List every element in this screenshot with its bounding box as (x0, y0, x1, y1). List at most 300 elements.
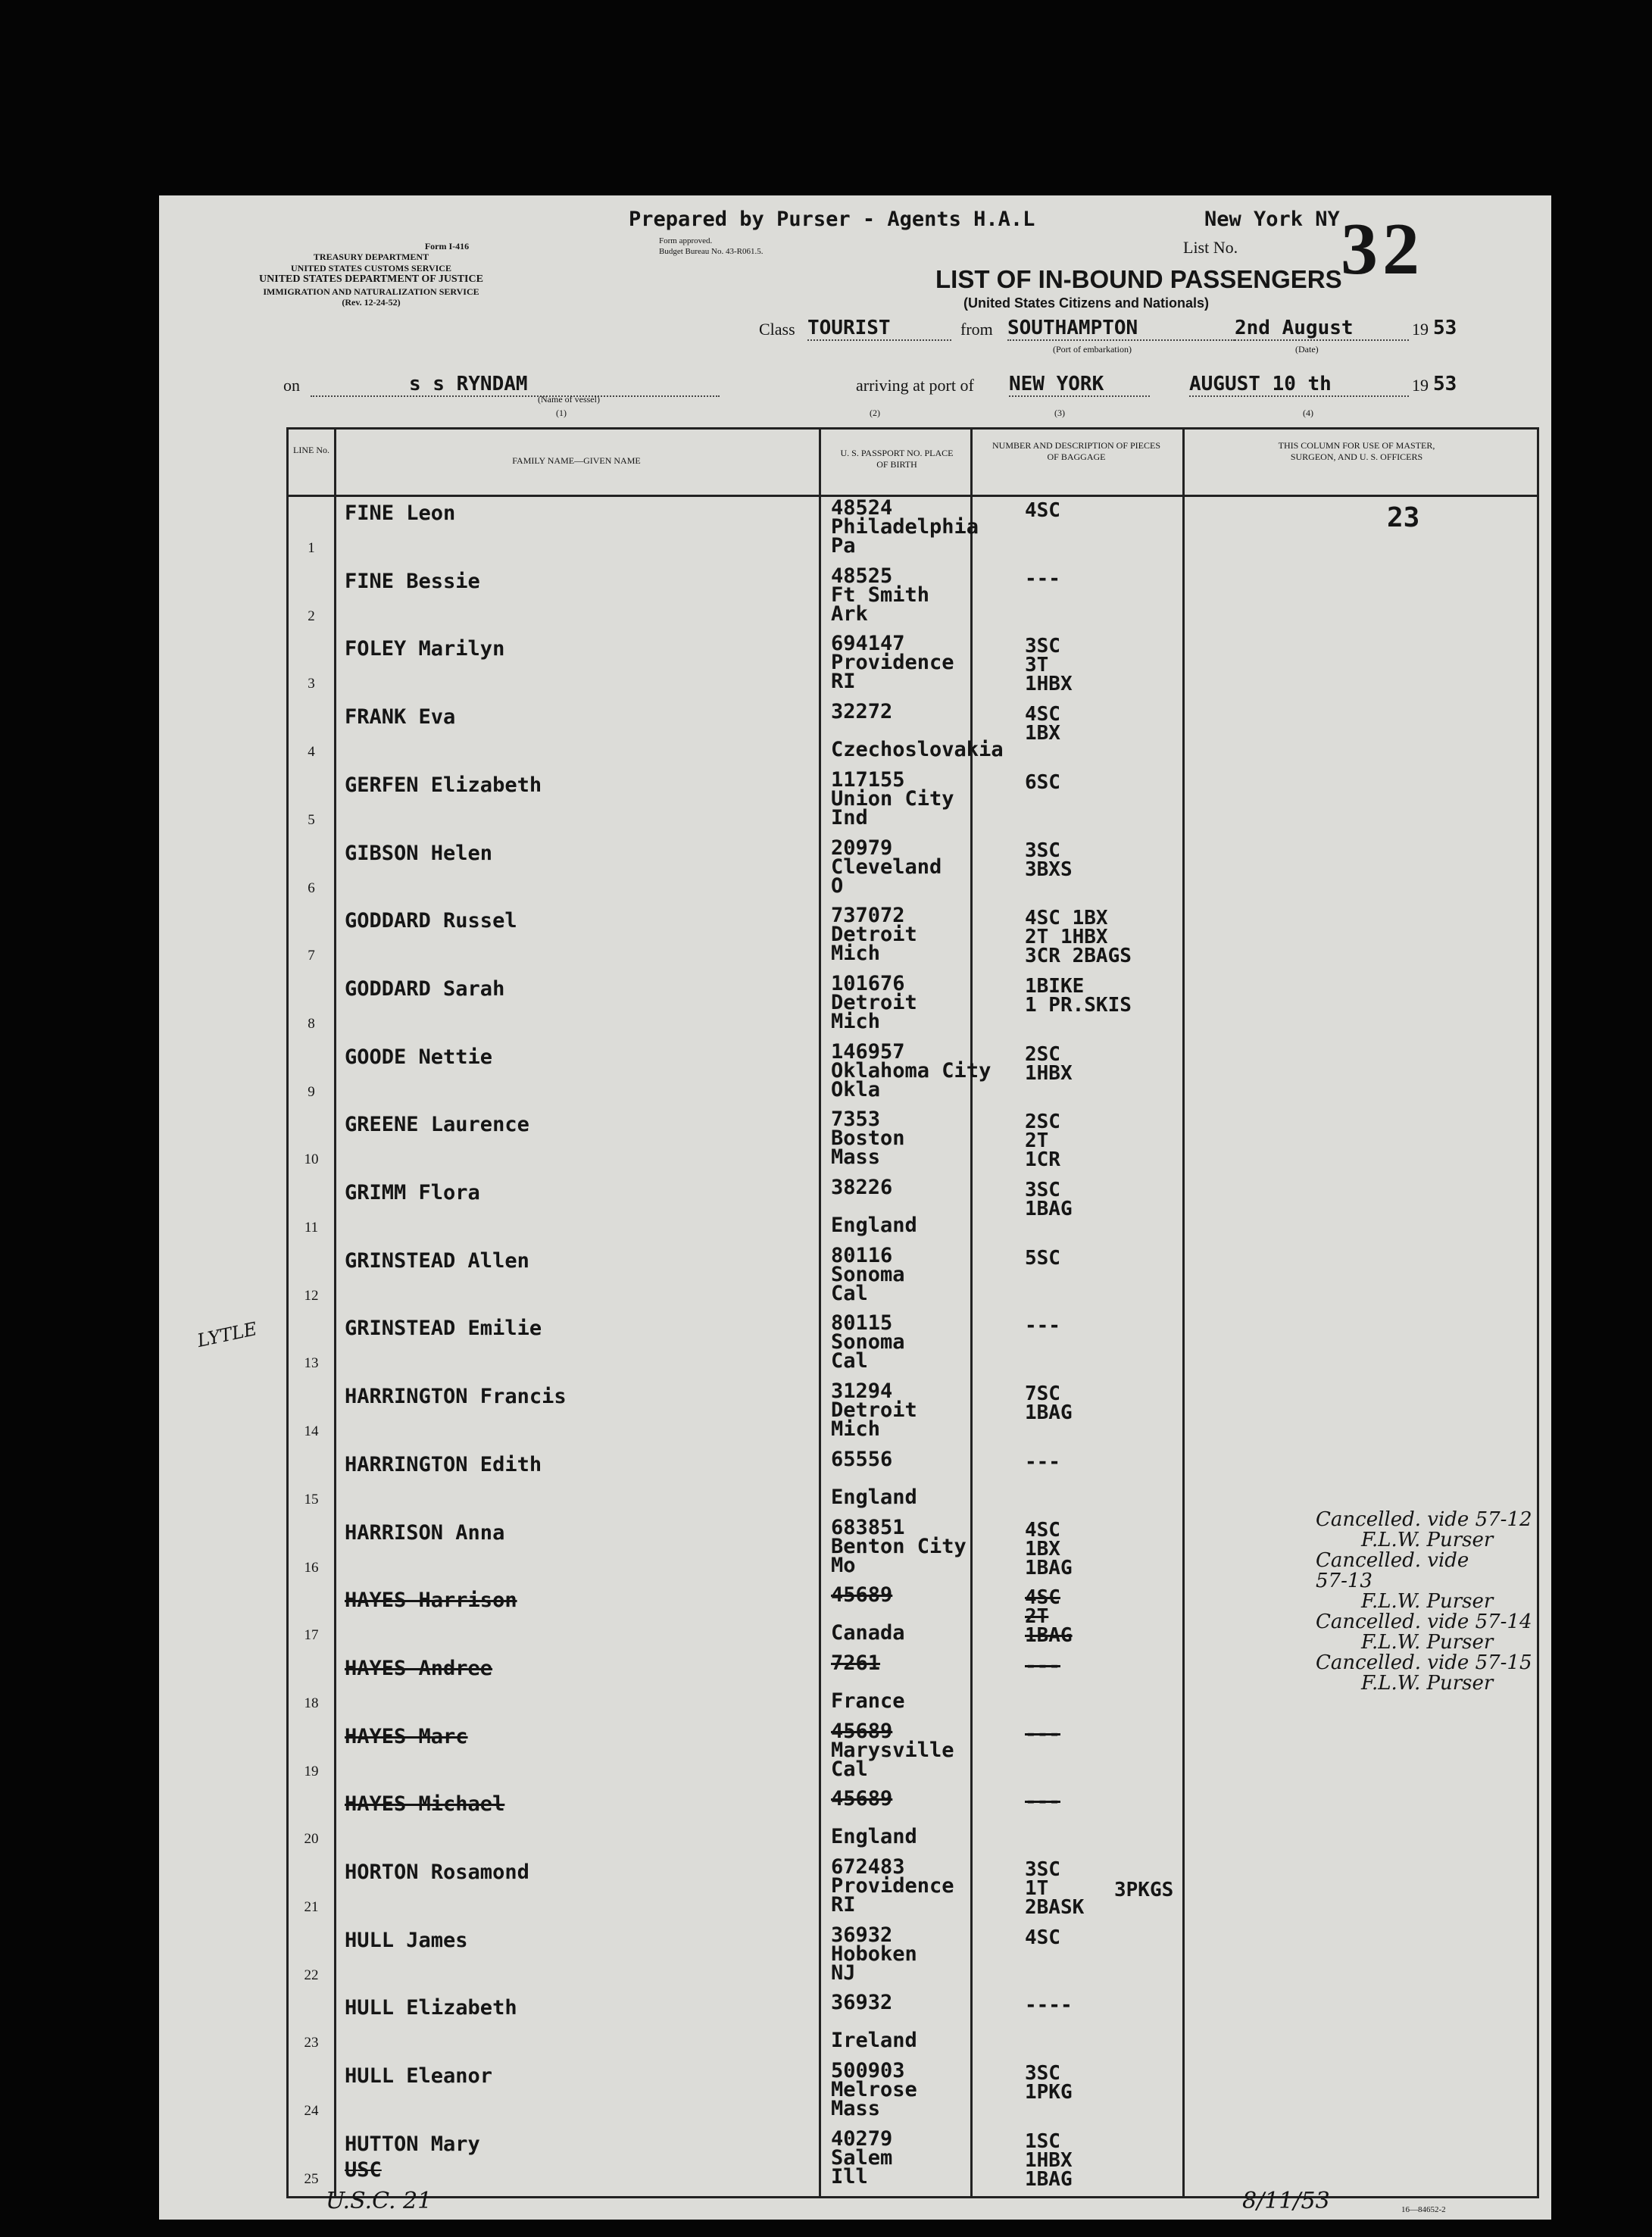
baggage-line: 3SC (1025, 1179, 1060, 1201)
baggage (1025, 1314, 1060, 1373)
baggage (1025, 974, 1132, 1034)
table-row (289, 1245, 1537, 1311)
baggage (1025, 770, 1060, 830)
passenger-name: FRANK Eva (345, 705, 456, 730)
passenger-name: FINE Leon (345, 501, 456, 525)
line-number: 21 (304, 1899, 319, 1915)
approval-line: Form approved. (659, 236, 713, 245)
passport-birthplace (831, 1787, 1013, 1849)
form-identification (159, 241, 583, 308)
birth-region: Ireland (831, 2029, 917, 2053)
baggage-col-num: (3) (1054, 408, 1065, 418)
passport-number: 7353 (831, 1108, 881, 1132)
birth-city: Boston (831, 1126, 905, 1151)
baggage-line: 1BIKE (1025, 974, 1085, 998)
line-number: 3 (308, 676, 315, 692)
birth-region: England (831, 1214, 917, 1237)
passport-birthplace (831, 496, 1013, 558)
justice-dept: UNITED STATES DEPARTMENT OF JUSTICE (259, 273, 483, 286)
passport-number: 683851 (831, 1515, 905, 1539)
birth-region: Canada (831, 1621, 905, 1645)
officers-col-num: (4) (1303, 408, 1313, 418)
baggage-line: 3CR 2BAGS (1025, 945, 1132, 968)
passenger-name-note: USC (345, 2157, 382, 2182)
baggage-line: --- (1025, 1654, 1060, 1677)
birth-city: Detroit (831, 990, 917, 1014)
birth-region: NJ (831, 1960, 856, 1985)
passport-number: 45689 (831, 1583, 893, 1607)
passenger-name: FINE Bessie (345, 569, 480, 593)
baggage-line: 1BAG (1025, 2167, 1073, 2191)
baggage-line (1025, 1472, 1060, 1491)
baggage-line: --- (1025, 1450, 1060, 1473)
baggage-line: 4SC (1025, 1518, 1060, 1542)
baggage-line: 6SC (1025, 770, 1060, 794)
table-row (289, 1108, 1537, 1174)
passenger-name: GRINSTEAD Allen (345, 1248, 529, 1273)
baggage-line: 2SC (1025, 1042, 1060, 1066)
line-number: 17 (304, 1627, 319, 1644)
baggage-line: 4SC (1025, 1926, 1060, 1949)
passenger-name: HULL James (345, 1928, 468, 1952)
baggage-line: 3SC (1025, 2062, 1060, 2085)
col-header-baggage: NUMBER AND DESCRIPTION OF PIECES OF BAGGAGE (992, 440, 1161, 462)
passenger-name: HAYES Andree (345, 1656, 493, 1680)
passport-number: 48524 (831, 496, 893, 520)
baggage-line (1025, 1287, 1060, 1306)
baggage-line (1025, 1811, 1060, 1830)
line-number: 25 (304, 2170, 319, 2187)
line-number: 2 (308, 608, 315, 624)
line-number: 14 (304, 1423, 319, 1440)
vessel-name: s s RYNDAM (311, 373, 720, 397)
baggage (1025, 1654, 1060, 1714)
table-row (289, 497, 1537, 563)
baggage-line (1025, 1268, 1060, 1287)
birth-city: Detroit (831, 923, 917, 947)
passenger-name: GOODE Nettie (345, 1045, 493, 1069)
birth-city: Marysville (831, 1738, 954, 1762)
purser-signature: F.L.W. Purser (1361, 1529, 1494, 1551)
passport-birthplace (831, 564, 1013, 626)
passport-number: 80115 (831, 1311, 893, 1336)
passport-col-num: (2) (870, 408, 880, 418)
passport-birthplace (831, 1243, 1013, 1305)
birth-city: Detroit (831, 1398, 917, 1423)
table-row (289, 1176, 1537, 1242)
passenger-name: HARRISON Anna (345, 1520, 505, 1545)
passport-number: 20979 (831, 836, 893, 860)
note-line: 57-13 (1316, 1570, 1373, 1592)
baggage-line: 1T (1025, 1877, 1049, 1900)
baggage (1025, 567, 1060, 626)
baggage (1025, 1792, 1060, 1849)
baggage-line: 1BX (1025, 1537, 1060, 1561)
col-header-name: FAMILY NAME—GIVEN NAME (512, 455, 641, 466)
baggage-line: 2T (1025, 1129, 1049, 1153)
baggage (1025, 2064, 1073, 2121)
note-line: Cancelled. vide 57-15 (1316, 1651, 1532, 1674)
passport-number: 31294 (831, 1379, 893, 1404)
ins-service: IMMIGRATION AND NATURALIZATION SERVICE (263, 286, 479, 297)
baggage-line (1025, 1423, 1073, 1442)
passport-birthplace (831, 2126, 1013, 2189)
baggage (1025, 1586, 1073, 1648)
birth-city: Hoboken (831, 1942, 917, 1966)
line-number: 10 (304, 1151, 319, 1168)
bottom-date: 8/11/53 (1242, 2188, 1330, 2214)
baggage (1025, 1518, 1073, 1579)
passport-number: 36932 (831, 1923, 893, 1947)
birth-region: O (831, 873, 844, 898)
passenger-name: GRIMM Flora (345, 1181, 480, 1204)
birth-city: Philadelphia (831, 515, 979, 539)
table-row (289, 1312, 1537, 1378)
table-row (289, 1380, 1537, 1446)
line-number: 20 (304, 1831, 319, 1848)
passenger-name: GODDARD Russel (345, 909, 517, 933)
line-number: 4 (308, 744, 315, 761)
officer-count: 23 (1387, 502, 1420, 533)
baggage (1025, 501, 1060, 558)
baggage-line (1025, 589, 1060, 608)
baggage (1025, 1450, 1060, 1510)
baggage-line (1025, 1015, 1132, 1034)
line-number: 15 (304, 1491, 319, 1507)
line-number: 6 (308, 879, 315, 896)
birth-region: France (831, 1689, 905, 1713)
baggage (1025, 1385, 1073, 1442)
birth-region: Pa (831, 534, 856, 558)
purser-signature: F.L.W. Purser (1361, 1590, 1494, 1613)
passport-number: 694147 (831, 632, 905, 656)
baggage (1025, 1926, 1060, 1985)
passport-birthplace (831, 1583, 1013, 1645)
table-row (289, 565, 1537, 631)
line-number: 18 (304, 1695, 319, 1711)
baggage-line: 1BAG (1025, 1401, 1073, 1425)
arrival-date: AUGUST 10 th (1189, 373, 1409, 397)
from-value: SOUTHAMPTON (1007, 317, 1235, 341)
passport-birthplace (831, 767, 1013, 830)
line-number: 5 (308, 811, 315, 828)
passport-number: 45689 (831, 1787, 893, 1811)
class-value: TOURIST (807, 317, 951, 341)
passport-birthplace (831, 836, 1013, 898)
baggage-line: 2BASK (1025, 1896, 1085, 1919)
passenger-name: HARRINGTON Francis (345, 1385, 567, 1409)
baggage-line (1025, 1967, 1060, 1985)
footer-form-number: 16—84652-2 (1401, 2205, 1446, 2214)
line-number: 24 (304, 2103, 319, 2120)
table-row (289, 633, 1537, 698)
baggage (1025, 909, 1132, 966)
table-row (289, 1856, 1537, 1922)
page-title: LIST OF IN-BOUND PASSENGERS (935, 265, 1342, 293)
baggage-line: 2T 1HBX (1025, 926, 1108, 949)
passport-birthplace (831, 1311, 1013, 1373)
budget-approval (659, 236, 763, 258)
birth-region: England (831, 1825, 917, 1849)
passport-birthplace (831, 700, 1013, 762)
baggage-line: 1SC (1025, 2129, 1060, 2153)
baggage-line (1025, 2034, 1073, 2053)
baggage-line (1025, 1695, 1060, 1714)
table-row (289, 2128, 1537, 2194)
line-number: 23 (304, 2035, 319, 2051)
baggage-line: --- (1025, 1314, 1060, 1338)
port-embark-caption: (Port of embarkation) (1053, 344, 1132, 355)
baggage-line (1025, 1354, 1060, 1373)
passenger-name: HULL Elizabeth (345, 1996, 517, 2020)
passport-number: 101676 (831, 971, 905, 995)
note-line: Cancelled. vide 57-14 (1316, 1611, 1532, 1633)
baggage (1025, 1996, 1073, 2053)
baggage-line (1025, 2102, 1073, 2121)
passport-birthplace (831, 904, 1013, 966)
baggage-line: 3BXS (1025, 858, 1073, 881)
prepared-by: Prepared by Purser - Agents H.A.L (629, 208, 1035, 231)
baggage-line: 1HBX (1025, 673, 1073, 696)
on-label: on (283, 376, 300, 395)
table-row (289, 769, 1537, 835)
birth-region: Mich (831, 1417, 881, 1442)
baggage-line (1025, 1083, 1073, 1102)
baggage-line: 4SC (1025, 1586, 1060, 1610)
baggage (1025, 705, 1060, 762)
arriving-label: arriving at port of (856, 376, 974, 395)
birth-region: Ind (831, 805, 868, 830)
passport-number: 40279 (831, 2126, 893, 2151)
birth-region: Ill (831, 2164, 868, 2189)
year-prefix: 19 (1412, 320, 1429, 339)
birth-region: Mo (831, 1553, 856, 1577)
passport-birthplace (831, 1515, 1013, 1577)
baggage-line (1025, 879, 1073, 898)
bottom-handwriting: U.S.C. 21 (326, 2188, 433, 2214)
baggage-line (1025, 1676, 1060, 1695)
list-number-label: List No. (1183, 238, 1238, 257)
port-top: New York NY (1204, 208, 1340, 231)
birth-region: Cal (831, 1349, 868, 1373)
line-number: 16 (304, 1559, 319, 1576)
baggage-line: 1HBX (1025, 1061, 1073, 1085)
col-header-line: LINE No. (293, 445, 329, 455)
line-number: 12 (304, 1287, 319, 1304)
customs-service: UNITED STATES CUSTOMS SERVICE (291, 262, 451, 273)
baggage-line: 1PKG (1025, 2081, 1073, 2104)
baggage-line: 3T (1025, 654, 1049, 677)
baggage-line: --- (1025, 1790, 1060, 1814)
class-label: Class (759, 320, 795, 339)
line-number: 8 (308, 1015, 315, 1032)
baggage-line (1025, 1763, 1060, 1782)
table-row (289, 2060, 1537, 2126)
passport-number: 146957 (831, 1039, 905, 1064)
form-revision: (Rev. 12-24-52) (342, 297, 401, 308)
passenger-name: FOLEY Marilyn (345, 637, 505, 661)
passenger-name: GREENE Laurence (345, 1113, 529, 1137)
form-number: Form I-416 (424, 241, 470, 252)
birth-region: Ark (831, 601, 868, 626)
table-row (289, 837, 1537, 903)
line-number: 1 (308, 540, 315, 556)
line-number: 9 (308, 1083, 315, 1100)
baggage-line (1025, 539, 1060, 558)
approval-line: Budget Bureau No. 43-R061.5. (659, 246, 764, 256)
passenger-name: HAYES Michael (345, 1792, 505, 1817)
line-number: 11 (304, 1220, 319, 1236)
arrival-year-prefix: 19 (1412, 376, 1429, 395)
baggage-line: --- (1025, 567, 1060, 590)
baggage-line: 7SC (1025, 1383, 1060, 1406)
passenger-name: GERFEN Elizabeth (345, 773, 542, 797)
passenger-manifest-page (159, 195, 1551, 2220)
baggage-line (1025, 1744, 1060, 1763)
birth-city: Ft Smith (831, 583, 930, 607)
baggage-line (1025, 1219, 1073, 1238)
passenger-name: HULL Eleanor (345, 2064, 493, 2089)
line-number: 13 (304, 1355, 319, 1372)
baggage-line (1025, 1336, 1060, 1354)
note-line: Cancelled. vide 57-12 (1316, 1508, 1532, 1531)
passenger-name: GRINSTEAD Emilie (345, 1317, 542, 1341)
birth-city: Providence (831, 651, 954, 675)
line-number: 22 (304, 1967, 319, 1983)
table-row (289, 1720, 1537, 1786)
table-row (289, 1924, 1537, 1990)
passport-number: 7261 (831, 1651, 881, 1675)
baggage (1025, 1181, 1073, 1238)
baggage-line: 1BAG (1025, 1198, 1073, 1220)
table-row (289, 1788, 1537, 1854)
page-subtitle: (United States Citizens and Nationals) (963, 295, 1210, 311)
birth-city: Salem (831, 2145, 893, 2170)
table-row (289, 1448, 1537, 1514)
baggage-line (1025, 520, 1060, 539)
baggage-line: 1 PR.SKIS (1025, 993, 1132, 1017)
birth-region: Okla (831, 1077, 881, 1101)
birth-city: Melrose (831, 2078, 917, 2102)
passport-number: 80116 (831, 1243, 893, 1267)
arrival-port: NEW YORK (1009, 373, 1150, 397)
baggage-line (1025, 2015, 1073, 2034)
passport-birthplace (831, 1855, 1013, 1917)
passport-number: 117155 (831, 767, 905, 792)
passport-number: 38226 (831, 1176, 893, 1199)
col-header-officers: THIS COLUMN FOR USE OF MASTER, SURGEON, AND U. S. OFFICERS (1278, 440, 1435, 462)
passport-birthplace (831, 971, 1013, 1033)
baggage-line: 1BAG (1025, 1556, 1073, 1579)
table-row (289, 904, 1537, 970)
list-number: 32 (1341, 208, 1424, 290)
passenger-name: GIBSON Helen (345, 841, 493, 865)
arrival-year: 53 (1433, 373, 1457, 395)
baggage-line (1025, 811, 1060, 830)
purser-signature: F.L.W. Purser (1361, 1672, 1494, 1695)
passport-birthplace (831, 2059, 1013, 2121)
baggage (1025, 839, 1073, 898)
passport-number: 737072 (831, 904, 905, 928)
passport-birthplace (831, 1379, 1013, 1442)
baggage (1025, 1722, 1060, 1782)
birth-region: Cal (831, 1281, 868, 1305)
birth-region: RI (831, 670, 856, 694)
baggage-line: 1HBX (1025, 2148, 1073, 2172)
baggage-line (1025, 743, 1060, 762)
baggage-line: 4SC (1025, 499, 1060, 522)
line-number: 19 (304, 1763, 319, 1779)
passport-birthplace (831, 1991, 1013, 2053)
baggage-line: 3SC (1025, 635, 1060, 658)
passport-number: 32272 (831, 700, 893, 724)
baggage-line: 3SC (1025, 839, 1060, 862)
birth-city: Union City (831, 786, 954, 811)
baggage-line: 1BX (1025, 722, 1060, 745)
purser-signature: F.L.W. Purser (1361, 1631, 1494, 1654)
birth-region: Mich (831, 1009, 881, 1033)
baggage (1025, 2129, 1073, 2191)
col-header-passport: U. S. PASSPORT NO. PLACE OF BIRTH (840, 448, 954, 470)
treasury-dept: TREASURY DEPARTMENT (313, 252, 429, 263)
baggage-line (1025, 1491, 1060, 1510)
table-row (289, 973, 1537, 1039)
birth-city: Benton City (831, 1534, 967, 1558)
passport-number: 45689 (831, 1719, 893, 1743)
passport-number: 65556 (831, 1447, 893, 1471)
birth-region: Mass (831, 2097, 881, 2121)
birth-city: Oklahoma City (831, 1058, 992, 1083)
birth-region: Mass (831, 1145, 881, 1170)
birth-city: Sonoma (831, 1262, 905, 1286)
baggage (1025, 1246, 1060, 1306)
passport-birthplace (831, 1039, 1013, 1101)
birth-city: Providence (831, 1874, 954, 1898)
baggage-line: 4SC (1025, 703, 1060, 726)
from-label: from (960, 320, 993, 339)
baggage-line: --- (1025, 1722, 1060, 1745)
note-line: Cancelled. vide (1316, 1549, 1469, 1572)
passport-birthplace (831, 632, 1013, 694)
baggage-line: 2SC (1025, 1111, 1060, 1134)
passport-number: 36932 (831, 1991, 893, 2015)
birth-region: Cal (831, 1757, 868, 1781)
passport-number: 500903 (831, 2059, 905, 2083)
birth-city: Cleveland (831, 854, 942, 879)
birth-region: Mich (831, 942, 881, 966)
vessel-col-num: (1) (556, 408, 567, 418)
birth-region: RI (831, 1893, 856, 1917)
baggage-line (1025, 1948, 1060, 1967)
baggage-line: 4SC 1BX (1025, 907, 1108, 930)
baggage-line: ---- (1025, 1994, 1073, 2017)
passport-number: 672483 (831, 1855, 905, 1879)
birth-region: England (831, 1485, 917, 1509)
passenger-name: HAYES Harrison (345, 1589, 517, 1613)
margin-handwriting: LYTLE (195, 1318, 259, 1351)
line-number: 7 (308, 948, 315, 964)
birth-city: Sonoma (831, 1330, 905, 1354)
passenger-name: HUTTON Mary (345, 2132, 480, 2156)
baggage (1025, 1113, 1060, 1170)
baggage-line: 1CR (1025, 1148, 1060, 1172)
baggage (1025, 1042, 1073, 1102)
table-row (289, 1041, 1537, 1107)
date-caption: (Date) (1295, 344, 1319, 355)
table-row (289, 1992, 1537, 2057)
baggage-line: 3SC (1025, 1858, 1060, 1881)
passport-birthplace (831, 1651, 1013, 1713)
